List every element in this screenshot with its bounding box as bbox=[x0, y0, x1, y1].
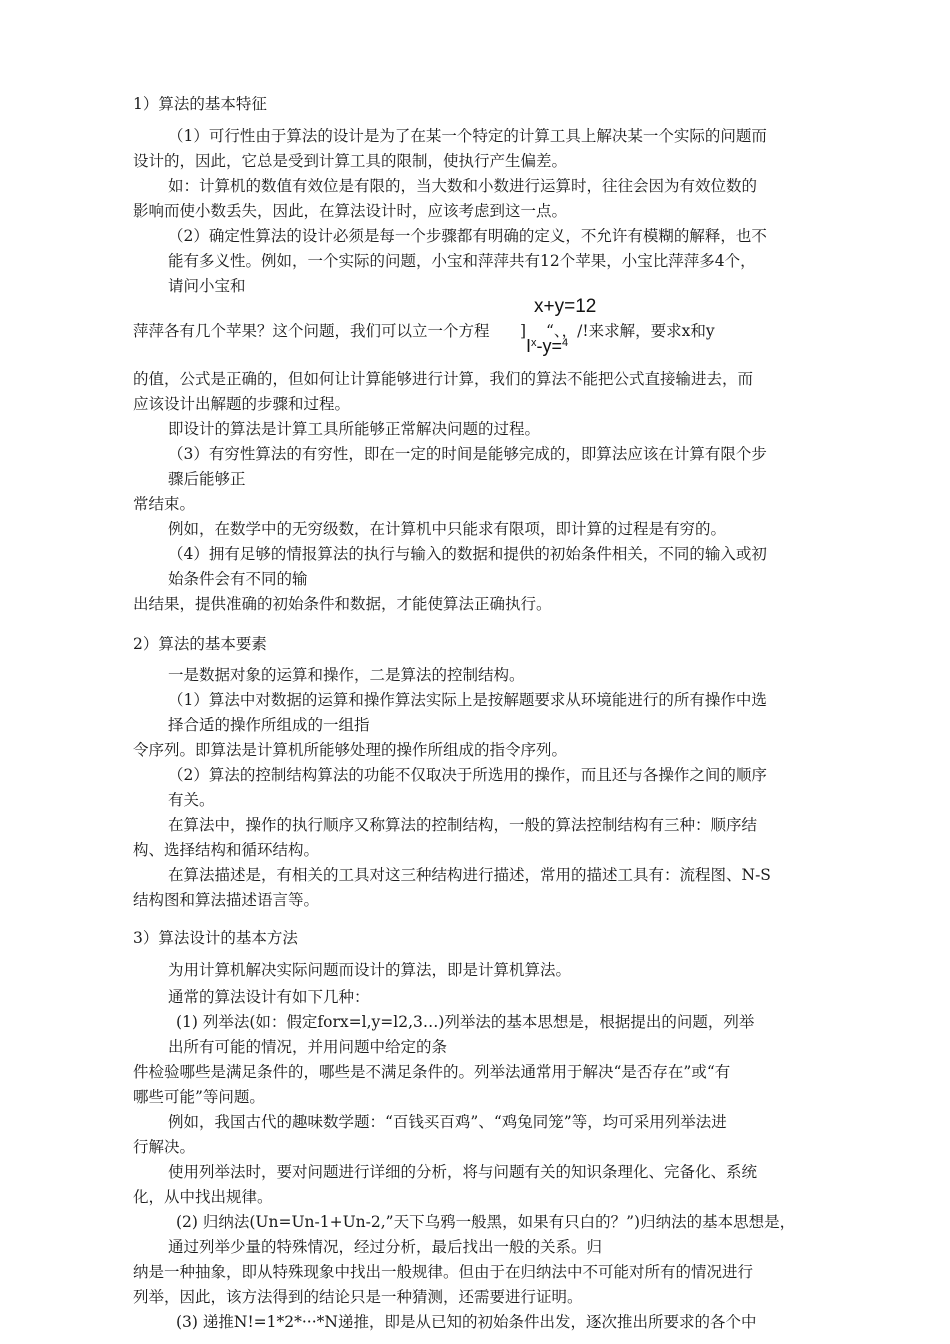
paragraph-line: 萍萍各有几个苹果？这个问题，我们可以立一个方程 bbox=[133, 322, 490, 340]
paragraph-line: 出结果，提供准确的初始条件和数据，才能使算法正确执行。 bbox=[133, 595, 552, 613]
paragraph-line: 结构图和算法描述语言等。 bbox=[133, 891, 320, 909]
paragraph-line: 件检验哪些是满足条件的，哪些是不满足条件的。列举法通常用于解决“是否存在”或“有 bbox=[133, 1063, 731, 1081]
paragraph-line: 通过列举少量的特殊情况，经过分析，最后找出一般的关系。归 bbox=[168, 1238, 603, 1256]
paragraph-line: 出所有可能的情况，并用问题中给定的条 bbox=[168, 1038, 448, 1056]
paragraph-line: （1）可行性由于算法的设计是为了在某一个特定的计算工具上解决某一个实际的问题而 bbox=[168, 127, 767, 145]
equation-line-2: $I^x-y=^4$ bbox=[526, 336, 569, 356]
section-heading: 3）算法设计的基本方法 bbox=[133, 929, 298, 947]
paragraph-line: 为用计算机解决实际问题而设计的算法，即是计算机算法。 bbox=[168, 961, 572, 979]
paragraph-line: 骤后能够正 bbox=[168, 470, 246, 488]
paragraph-line: 例如，在数学中的无穷级数，在计算机中只能求有限项，即计算的过程是有穷的。 bbox=[168, 520, 727, 538]
paragraph-line: (3) 递推N!=1*2*···*N递推，即是从已知的初始条件出发，逐次推出所要求的各个中 bbox=[176, 1313, 757, 1331]
paragraph-line: 能有多义性。例如，一个实际的问题，小宝和萍萍共有12个苹果，小宝比萍萍多4个， bbox=[168, 252, 756, 270]
paragraph-line: 化，从中找出规律。 bbox=[133, 1188, 273, 1206]
equation-line-1: x+y=12 bbox=[534, 296, 597, 317]
equation-bracket: ] bbox=[520, 322, 527, 340]
paragraph-line: 使用列举法时，要对问题进行详细的分析，将与问题有关的知识条理化、完备化、系统 bbox=[168, 1163, 758, 1181]
paragraph-line: 例如，我国古代的趣味数学题：“百钱买百鸡”、“鸡兔同笼”等，均可采用列举法进 bbox=[168, 1113, 727, 1131]
paragraph-line: (1) 列举法(如：假定forx=l,y=l2,3…)列举法的基本思想是，根据提出的问题，列举 bbox=[176, 1013, 755, 1031]
paragraph-line: （2）确定性算法的设计必须是每一个步骤都有明确的定义，不允许有模糊的解释，也不 bbox=[168, 227, 767, 245]
paragraph-line: （4）拥有足够的情报算法的执行与输入的数据和提供的初始条件相关，不同的输入或初 bbox=[168, 545, 767, 563]
paragraph-line: 行解决。 bbox=[133, 1138, 196, 1156]
paragraph-line: 始条件会有不同的输 bbox=[168, 570, 308, 588]
paragraph-line: 如：计算机的数值有效位是有限的，当大数和小数进行运算时，往往会因为有效位数的 bbox=[168, 177, 758, 195]
paragraph-line: 在算法描述是，有相关的工具对这三种结构进行描述，常用的描述工具有：流程图、N-S bbox=[168, 866, 771, 884]
paragraph-line: （1）算法中对数据的运算和操作算法实际上是按解题要求从环境能进行的所有操作中选 bbox=[168, 691, 767, 709]
paragraph-line: 哪些可能”等问题。 bbox=[133, 1088, 265, 1106]
paragraph-line: 常结束。 bbox=[133, 495, 196, 513]
paragraph-line: 有关。 bbox=[168, 791, 215, 809]
paragraph-line: 择合适的操作所组成的一组指 bbox=[168, 716, 370, 734]
paragraph-line: 的值，公式是正确的，但如何让计算能够进行计算，我们的算法不能把公式直接输进去，而 bbox=[133, 370, 754, 388]
paragraph-line: 请问小宝和 bbox=[168, 277, 246, 295]
paragraph-line: 设计的，因此，它总是受到计算工具的限制，使执行产生偏差。 bbox=[133, 152, 568, 170]
paragraph-line: 即设计的算法是计算工具所能够正常解决问题的过程。 bbox=[168, 420, 541, 438]
paragraph-line: 一是数据对象的运算和操作，二是算法的控制结构。 bbox=[168, 666, 525, 684]
paragraph-line: 影响而使小数丢失，因此，在算法设计时，应该考虑到这一点。 bbox=[133, 202, 568, 220]
paragraph-line: （2）算法的控制结构算法的功能不仅取决于所选用的操作，而且还与各操作之间的顺序 bbox=[168, 766, 767, 784]
paragraph-line: 令序列。即算法是计算机所能够处理的操作所组成的指令序列。 bbox=[133, 741, 568, 759]
paragraph-line: （3）有穷性算法的有穷性，即在一定的时间是能够完成的，即算法应该在计算有限个步 bbox=[168, 445, 767, 463]
paragraph-line: 在算法中，操作的执行顺序又称算法的控制结构，一般的算法控制结构有三种：顺序结 bbox=[168, 816, 758, 834]
paragraph-line: 通常的算法设计有如下几种： bbox=[168, 988, 370, 1006]
section-heading: 2）算法的基本要素 bbox=[133, 635, 267, 653]
paragraph-line: 列举，因此，该方法得到的结论只是一种猜测，还需要进行证明。 bbox=[133, 1288, 583, 1306]
paragraph-line: 应该设计出解题的步骤和过程。 bbox=[133, 395, 351, 413]
paragraph-line: 纳是一种抽象，即从特殊现象中找出一般规律。但由于在归纳法中不可能对所有的情况进行 bbox=[133, 1263, 754, 1281]
paragraph-line: “、，/!来求解，要求x和y bbox=[546, 322, 715, 340]
paragraph-line: (2) 归纳法(Un=Un-1+Un-2,”天下乌鸦一般黑，如果有只白的？”)归纳法的基本思想是， bbox=[176, 1213, 796, 1231]
paragraph-line: 构、选择结构和循环结构。 bbox=[133, 841, 320, 859]
section-heading: 1）算法的基本特征 bbox=[133, 95, 267, 113]
